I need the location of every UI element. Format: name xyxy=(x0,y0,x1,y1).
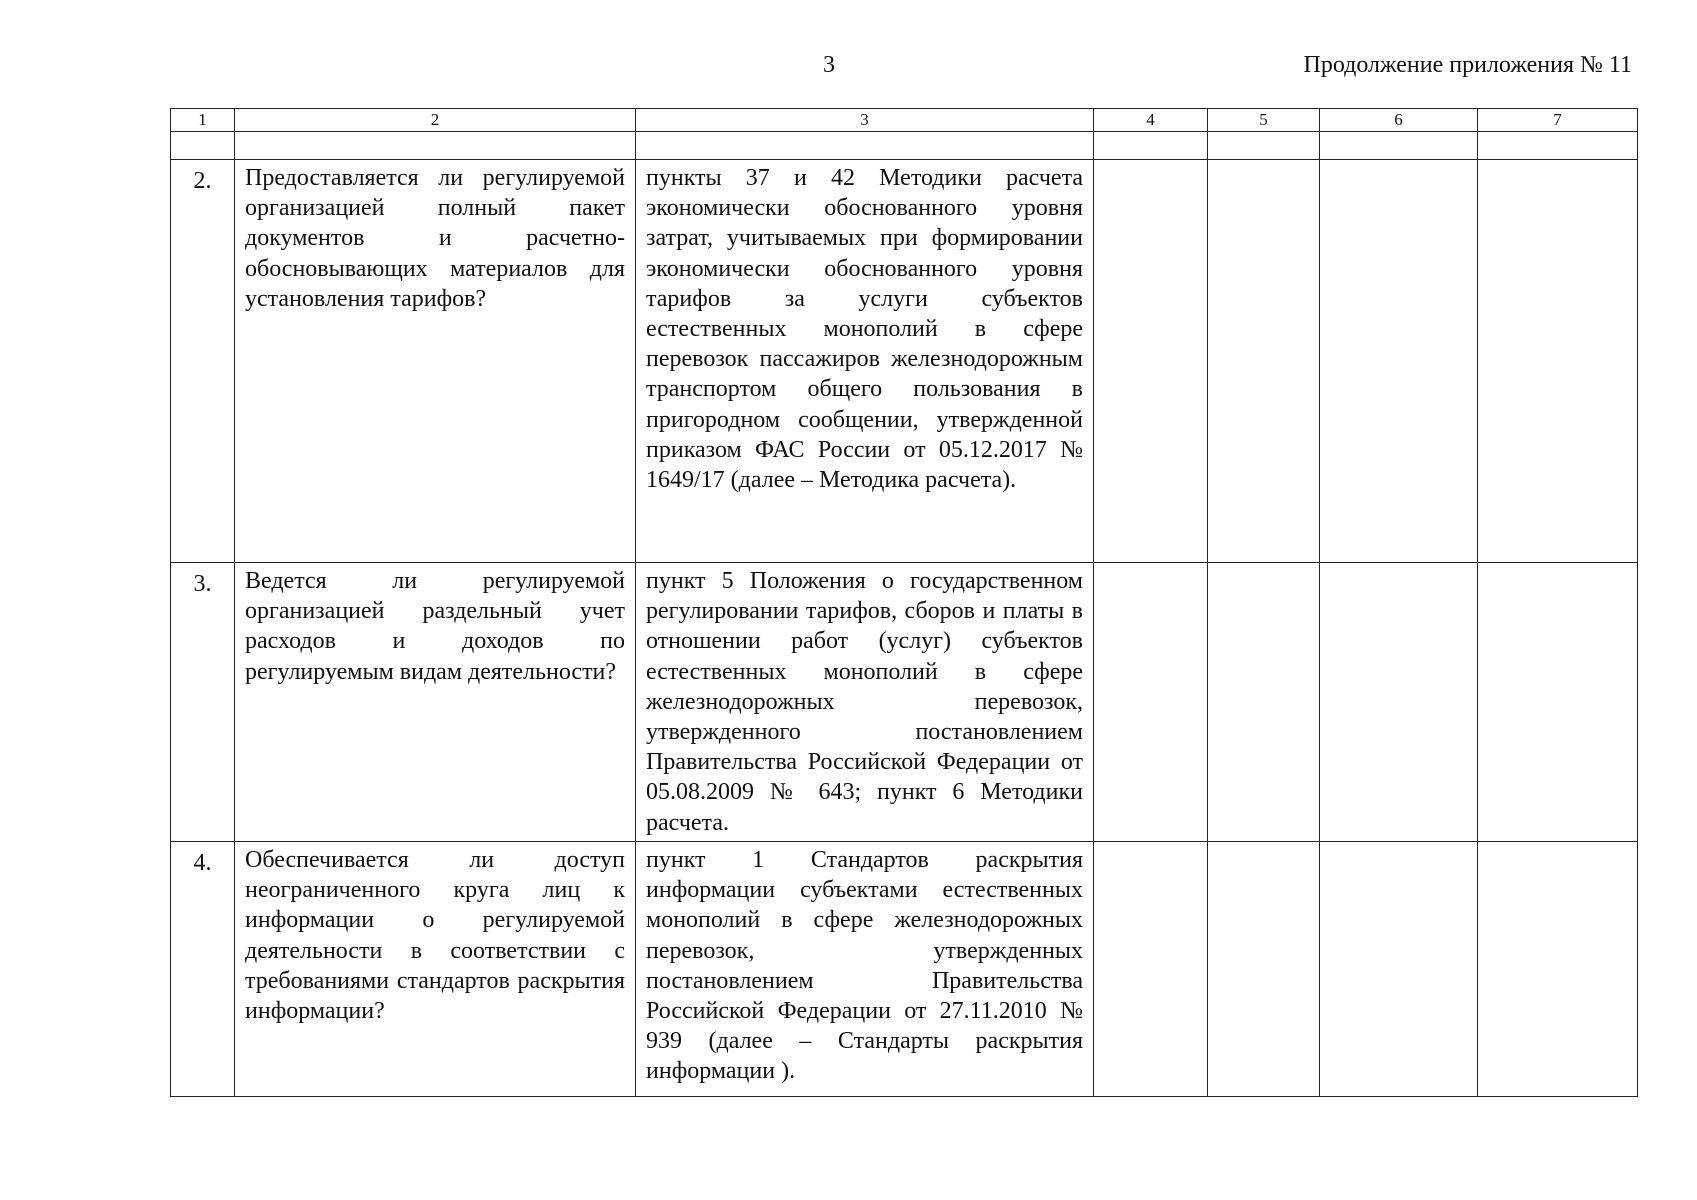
blank-row xyxy=(171,132,1638,160)
empty-cell xyxy=(1094,132,1208,160)
column-number-cell: 1 xyxy=(171,109,235,132)
empty-cell xyxy=(1208,842,1320,1097)
table-row xyxy=(171,563,1638,842)
empty-cell xyxy=(1478,563,1638,842)
empty-cell xyxy=(1478,132,1638,160)
empty-cell xyxy=(1478,160,1638,563)
column-number-row xyxy=(171,109,1638,132)
empty-cell xyxy=(1208,160,1320,563)
empty-cell xyxy=(171,132,235,160)
empty-cell xyxy=(235,132,636,160)
column-number-cell: 3 xyxy=(636,109,1094,132)
legal-reference-cell: пункт 1 Стандартов раскрытия информации субъектами естественных монополий в сфере железнодорожных перевозок, утвержденных постановлением Правительства Российской Федерации от 27.11.2010 № 939 (далее – Стандарты раскрытия информации ). xyxy=(636,842,1094,1097)
checklist-table xyxy=(170,108,1638,1097)
page-number: 3 xyxy=(823,52,835,78)
empty-cell xyxy=(1208,132,1320,160)
column-number-cell: 7 xyxy=(1478,109,1638,132)
column-number-cell: 6 xyxy=(1320,109,1478,132)
legal-reference-cell: пункт 5 Положения о государственном регулировании тарифов, сборов и платы в отношении работ (услуг) субъектов естественных монополий в сфере железнодорожных перевозок, утвержденного постановлением Правительства Российской Федерации от 05.08.2009 № 643; пункт 6 Методики расчета. xyxy=(636,563,1094,842)
question-cell: Предоставляется ли регулируемой организацией полный пакет документов и расчетно-обосновывающих материалов для установления тарифов? xyxy=(235,160,636,563)
column-number-cell: 5 xyxy=(1208,109,1320,132)
empty-cell xyxy=(1094,563,1208,842)
table-row xyxy=(171,160,1638,563)
empty-cell xyxy=(1320,842,1478,1097)
empty-cell xyxy=(1320,160,1478,563)
empty-cell xyxy=(1094,160,1208,563)
empty-cell xyxy=(1208,563,1320,842)
question-cell: Ведется ли регулируемой организацией раздельный учет расходов и доходов по регулируемым видам деятельности? xyxy=(235,563,636,842)
empty-cell xyxy=(1478,842,1638,1097)
empty-cell xyxy=(636,132,1094,160)
row-number: 2. xyxy=(171,160,235,563)
table-row xyxy=(171,842,1638,1097)
legal-reference-cell: пункты 37 и 42 Методики расчета экономически обоснованного уровня затрат, учитываемых при формировании экономически обоснованного уровня тарифов за услуги субъектов естественных монополий в сфере перевозок пассажиров железнодорожным транспортом общего пользования в пригородном сообщении, утвержденной приказом ФАС России от 05.12.2017 № 1649/17 (далее – Методика расчета). xyxy=(636,160,1094,563)
column-number-cell: 4 xyxy=(1094,109,1208,132)
empty-cell xyxy=(1320,132,1478,160)
empty-cell xyxy=(1094,842,1208,1097)
empty-cell xyxy=(1320,563,1478,842)
row-number: 4. xyxy=(171,842,235,1097)
column-number-cell: 2 xyxy=(235,109,636,132)
question-cell: Обеспечивается ли доступ неограниченного круга лиц к информации о регулируемой деятельности в соответствии с требованиями стандартов раскрытия информации? xyxy=(235,842,636,1097)
continuation-label: Продолжение приложения № 11 xyxy=(1303,52,1632,78)
row-number: 3. xyxy=(171,563,235,842)
